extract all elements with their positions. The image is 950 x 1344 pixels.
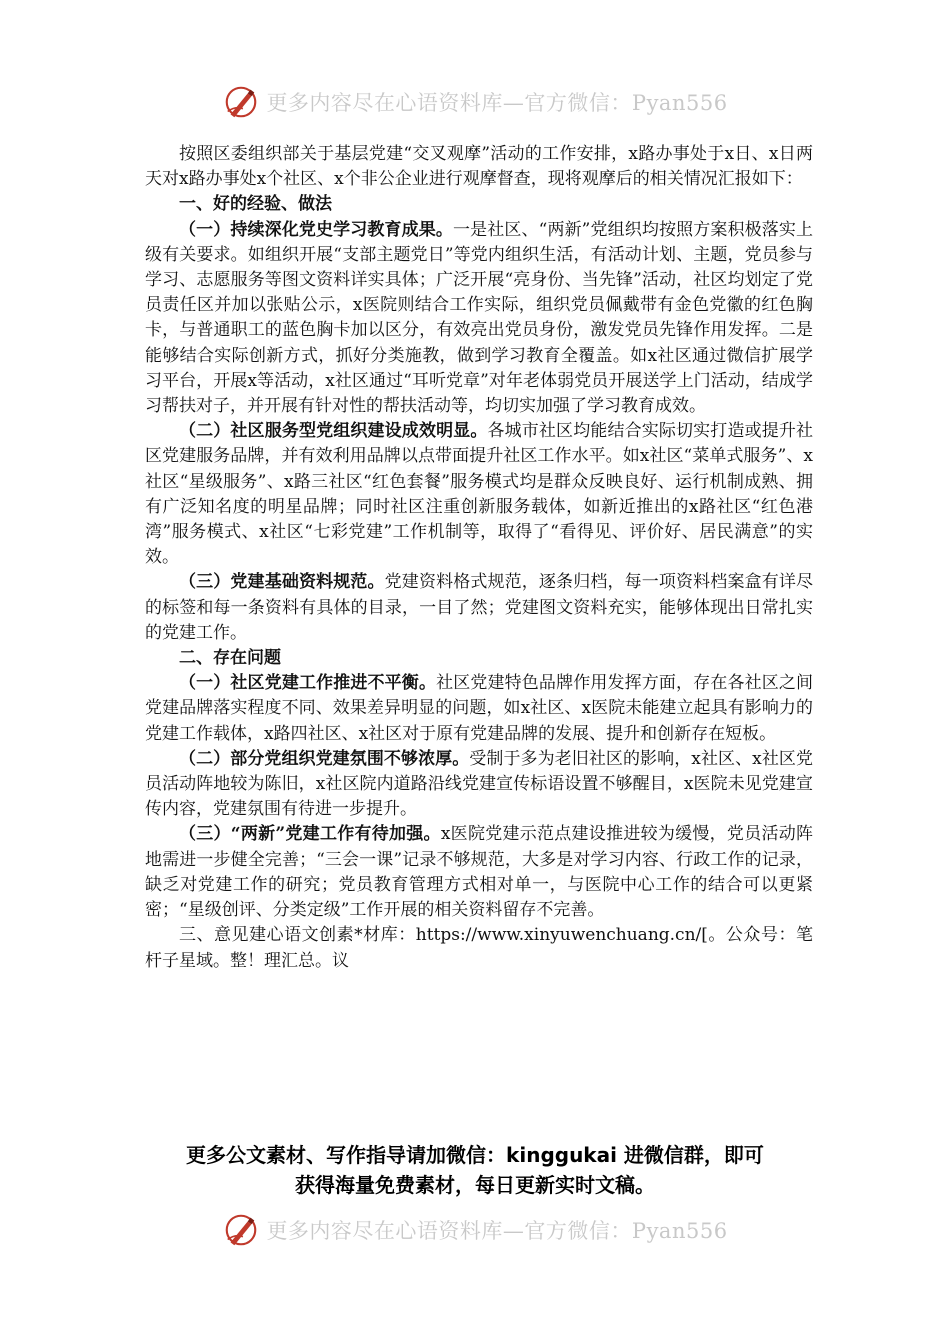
section-2-paragraph-2 (145, 747, 813, 823)
section-1-heading: 一、好的经验、做法 (179, 194, 332, 215)
watermark-text: 更多内容尽在心语资料库—官方微信：Pyan556 (266, 1219, 728, 1243)
promo-notice-line-1: 更多公文素材、写作指导请加微信：kinggukai 进微信群，即可 (186, 1143, 764, 1167)
paragraph-body: 受制于多为老旧社区的影响，x社区、x社区党员活动阵地较为陈旧，x社区院内道路沿线党建宣传标语设置不够醒目，x医院未见党建宣传内容，党建氛围有待进一步提升。 (145, 748, 813, 820)
document-body (145, 142, 813, 974)
paragraph-body: 社区党建特色品牌作用发挥方面，存在各社区之间党建品牌落实程度不同、效果差异明显的问题，如x社区、x医院未能建立起具有影响力的党建工作载体，x路四社区、x社区对于原有党建品牌的发展、提升和创新存在短板。 (145, 673, 814, 744)
section-1-paragraph-3 (145, 570, 813, 646)
paragraph-title: （一）持续深化党史学习教育成果。 (179, 219, 453, 240)
promo-notice-line-2: 获得海量免费素材，每日更新实时文稿。 (295, 1173, 655, 1197)
promo-notice (120, 1140, 830, 1200)
paragraph-title: （三）党建基础资料规范。 (179, 572, 385, 593)
paragraph-body: x医院党建示范点建设推进较为缓慢，党员活动阵地需进一步健全完善；“三会一课”记录不够规范，大多是对学习内容、行政工作的记录，缺乏对党建工作的研究；党员教育管理方式相对单一，与医院中心工作的结合可以更紧密；“星级创评、分类定级”工作开展的相关资料留存不完善。 (145, 824, 814, 921)
section-3-line: 三、意见建心语文创素*材库：https://www.xinyuwenchuang.cn/[。公众号：笔杆子星域。整！理汇总。议 (145, 925, 813, 971)
section-2-heading: 二、存在问题 (179, 648, 281, 669)
intro-paragraph: 按照区委组织部关于基层党建“交叉观摩”活动的工作安排，x路办事处于x日、x日两天对x路办事处x个社区、x个非公企业进行观摩督查，现将观摩后的相关情况汇报如下： (145, 144, 813, 190)
top-watermark-banner (0, 80, 950, 124)
paragraph-title: （三）“两新”党建工作有待加强。 (179, 824, 441, 845)
pen-logo-icon (222, 1211, 260, 1249)
section-1-paragraph-2 (145, 419, 813, 570)
section-2-paragraph-1 (145, 671, 813, 747)
bottom-watermark-banner (0, 1208, 950, 1252)
paragraph-body: 党建资料格式规范，逐条归档，每一项资料档案盒有详尽的标签和每一条资料有具体的目录，一目了然；党建图文资料充实，能够体现出日常扎实的党建工作。 (145, 572, 814, 643)
pen-logo-icon (222, 83, 260, 121)
paragraph-body: 一是社区、“两新”党组织均按照方案积极落实上级有关要求。如组织开展“支部主题党日”等党内组织生活，有活动计划、主题，党员参与学习、志愿服务等图文资料详实具体；广泛开展“亮身份、当先锋”活动，社区均划定了党员责任区并加以张贴公示，x医院则结合工作实际，组织党员佩戴带有金色党徽的红色胸卡，与普通职工的蓝色胸卡加以区分，有效亮出党员身份，激发党员先锋作用发挥。二是能够结合实际创新方式，抓好分类施教，做到学习教育全覆盖。如x社区通过微信扩展学习平台，开展x等活动，x社区通过“耳听党章”对年老体弱党员开展送学上门活动，结成学习帮扶对子，并开展有针对性的帮扶活动等，均切实加强了学习教育成效。 (145, 219, 813, 417)
section-1-paragraph-1 (145, 218, 813, 420)
watermark-text: 更多内容尽在心语资料库—官方微信：Pyan556 (266, 91, 728, 115)
paragraph-title: （二）社区服务型党组织建设成效明显。 (179, 421, 488, 442)
section-2-paragraph-3 (145, 822, 813, 923)
paragraph-title: （二）部分党组织党建氛围不够浓厚。 (179, 748, 470, 769)
paragraph-body: 各城市社区均能结合实际切实打造或提升社区党建服务品牌，并有效利用品牌以点带面提升社区工作水平。如x社区“菜单式服务”、x社区“星级服务”、x路三社区“红色套餐”服务模式均是群众反映良好、运行机制成熟、拥有广泛知名度的明星品牌；同时社区注重创新服务载体，如新近推出的x路社区“红色港湾”服务模式、x社区“七彩党建”工作机制等，取得了“看得见、评价好、居民满意”的实效。 (145, 421, 813, 568)
paragraph-title: （一）社区党建工作推进不平衡。 (179, 673, 437, 694)
